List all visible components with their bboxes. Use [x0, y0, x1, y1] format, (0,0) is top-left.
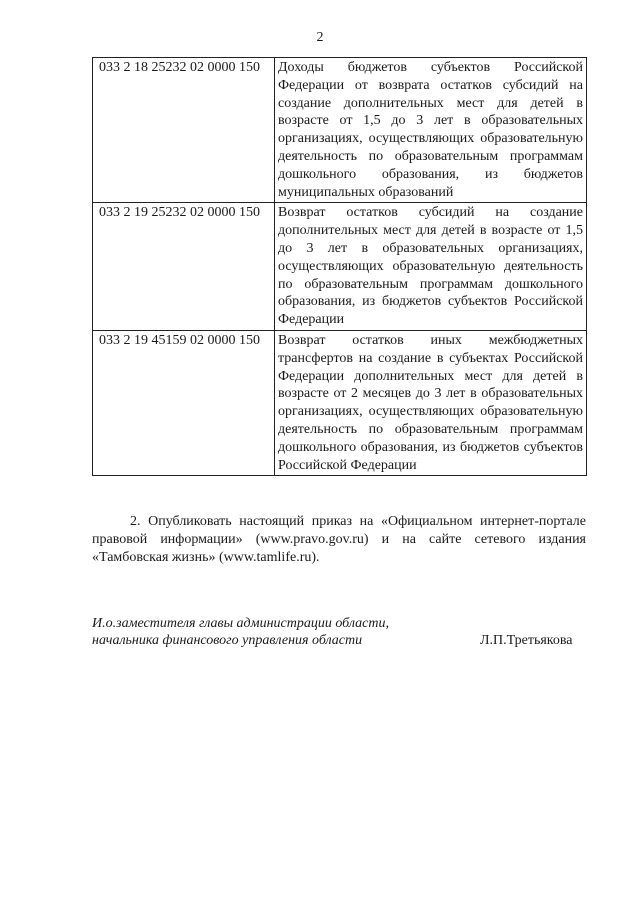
page-number: 2 [316, 30, 324, 45]
table-row [93, 330, 587, 475]
publication-paragraph: 2. Опубликовать настоящий приказ на «Официальном интернет-портале правовой информации» (www.pravo.gov.ru) и на сайте сетевого издания «Тамбовская жизнь» (www.tamlife.ru). [92, 514, 586, 565]
budget-description-cell: Доходы бюджетов субъектов Российской Федерации от возврата остатков субсидий на создание дополнительных мест для детей в возрасте от 1,5 до 3 лет в образовательных организациях, осуществляющих образовательную деятельность по образовательным программам дошкольного образования, из бюджетов муниципальных образований [275, 58, 587, 203]
signatory-position-line: начальника финансового управления области [92, 633, 363, 648]
table-row [93, 58, 587, 203]
budget-code-cell: 033 2 19 45159 02 0000 150 [93, 330, 275, 475]
table-row [93, 203, 587, 331]
budget-code-cell: 033 2 19 25232 02 0000 150 [93, 203, 275, 331]
budget-description-cell: Возврат остатков иных межбюджетных трансфертов на создание в субъектах Российской Федерации дополнительных мест для детей в возрасте от 2 месяцев до 3 лет в образовательных организациях, осуществляющих образовательную деятельность по образовательным программам дошкольного образования, из бюджетов субъектов Российской Федерации [275, 330, 587, 475]
budget-codes-table [92, 57, 587, 476]
signatory-position-line: И.о.заместителя главы администрации области, [92, 616, 389, 631]
signatory-name: Л.П.Третьякова [480, 633, 573, 648]
budget-code-cell: 033 2 18 25232 02 0000 150 [93, 58, 275, 203]
budget-description-cell: Возврат остатков субсидий на создание дополнительных мест для детей в возрасте от 1,5 до 3 лет в образовательных организациях, осуществляющих образовательную деятельность по образовательным программам дошкольного образования, из бюджетов субъектов Российской Федерации [275, 203, 587, 331]
